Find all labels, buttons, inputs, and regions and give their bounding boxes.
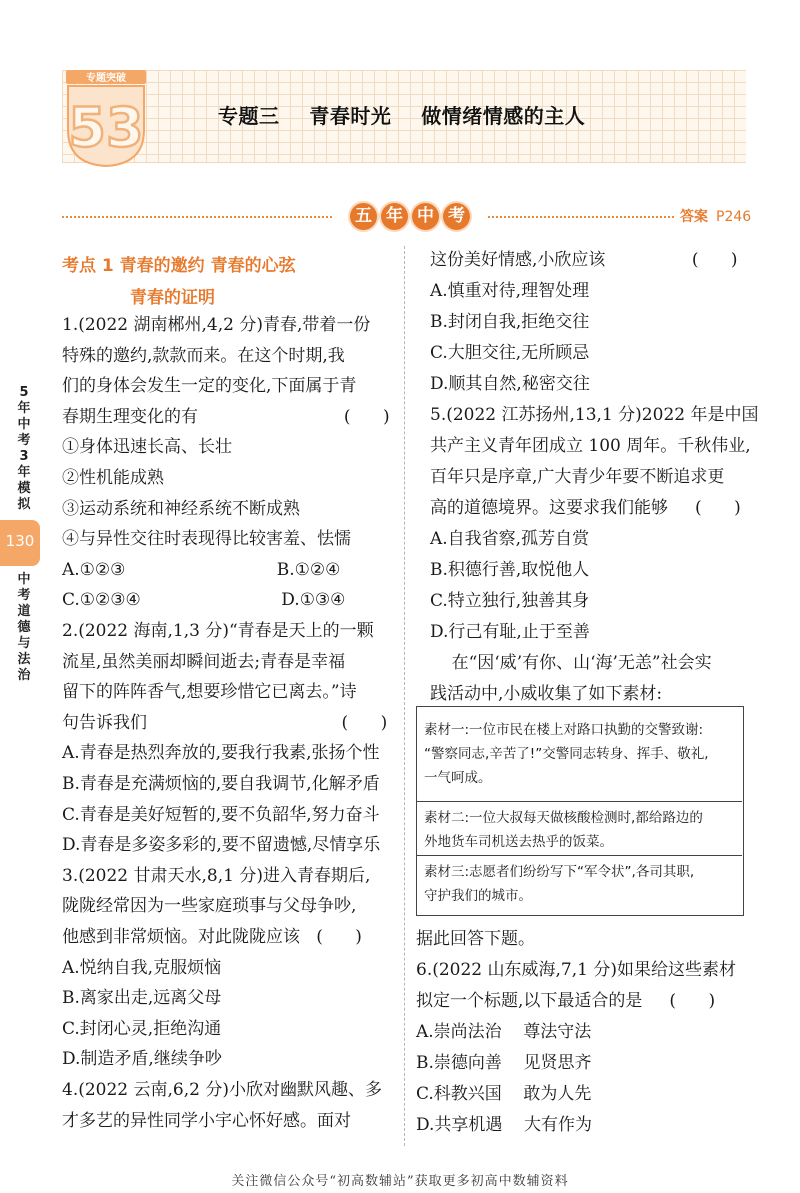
- text-line: B.离家出走,远离父母: [62, 988, 222, 1009]
- text-line: 践活动中,小威收集了如下素材:: [430, 684, 663, 704]
- text-line: B.崇德向善 见贤思齐: [416, 1053, 592, 1073]
- material-text: 守护我们的城市。: [424, 888, 532, 904]
- answer-ref: [680, 206, 751, 226]
- text-line: A.慎重对待,理智处理: [430, 281, 590, 301]
- text-line: ②性机能成熟: [62, 468, 164, 488]
- text-line: A.青春是热烈奔放的,要我行我素,张扬个性: [62, 743, 380, 764]
- material-separator: [416, 801, 742, 802]
- text-line: 流星,虽然美丽却瞬间逝去;青春是幸福: [62, 651, 346, 672]
- answer-page: P246: [716, 209, 752, 225]
- text-line: D.制造矛盾,继续争吵: [62, 1049, 222, 1070]
- side-subject: 中考道德与法治: [17, 572, 31, 683]
- question-line: 4.(2022 云南,6,2 分)小欣对幽默风趣、多: [62, 1080, 382, 1100]
- material-text: 外地货车司机送去热乎的饭菜。: [424, 834, 613, 850]
- text-line: ①身体迅速长高、长壮: [62, 437, 232, 458]
- text-line: 拟定一个标题,以下最适合的是 ( ): [416, 991, 716, 1011]
- material-text: 素材一:一位市民在楼上对路口执勤的交警致谢:: [424, 722, 704, 738]
- footer-note: 关注微信公众号“初高数辅站”获取更多初高中数辅资料: [231, 1174, 569, 1189]
- text-line: A.崇尚法治 尊法守法: [416, 1022, 592, 1042]
- text-line: 据此回答下题。: [416, 929, 535, 949]
- text-line: B.积德行善,取悦他人: [430, 560, 590, 580]
- text-line: D.顺其自然,秘密交往: [430, 374, 590, 394]
- material-text: “警察同志,辛苦了!”交警同志转身、挥手、敬礼,: [424, 746, 709, 762]
- text-line: 春期生理变化的有 ( ): [62, 406, 390, 427]
- question-line: 2.(2022 海南,1,3 分)“青春是天上的一颗: [62, 621, 374, 641]
- text-line: 百年只是序章,广大青少年要不断追求更: [430, 467, 725, 487]
- text-line: 陇陇经常因为一些家庭琐事与父母争吵,: [62, 896, 357, 917]
- text-line: 他感到非常烦恼。对此陇陇应该 ( ): [62, 927, 362, 947]
- chapter-title: 专题三 青春时光 做情绪情感的主人: [218, 104, 586, 128]
- section-title: [340, 203, 480, 233]
- section-char: 年: [381, 203, 408, 230]
- text-line: C.青春是美好短暂的,要不负韶华,努力奋斗: [62, 804, 380, 825]
- section-char: 五: [350, 203, 377, 230]
- material-text: 素材二:一位大叔每天做核酸检测时,都给路边的: [424, 810, 703, 826]
- text-line: 留下的阵阵香气,想要珍惜它已离去。”诗: [62, 682, 357, 703]
- text-line: D.共享机遇 大有作为: [416, 1115, 593, 1135]
- text-line: 特殊的邀约,款款而来。在这个时期,我: [62, 345, 345, 366]
- text-line: ③运动系统和神经系统不断成熟: [62, 498, 300, 519]
- material-text: 素材三:志愿者们纷纷写下“军令状”,各司其职,: [424, 864, 695, 880]
- question-line: 5.(2022 江苏扬州,13,1 分)2022 年是中国: [430, 405, 759, 425]
- text-line: 高的道德境界。这要求我们能够 ( ): [430, 498, 741, 518]
- text-line: B.青春是充满烦恼的,要自我调节,化解矛盾: [62, 774, 380, 794]
- side-book-title: 5年中考3年模拟: [17, 385, 31, 512]
- text-line: 们的身体会发生一定的变化,下面属于青: [62, 376, 357, 397]
- text-line: 共产主义青年团成立 100 周年。千秋伟业,: [430, 436, 751, 456]
- section-char: 考: [443, 203, 470, 230]
- text-line: A.悦纳自我,克服烦恼: [62, 957, 222, 978]
- material-separator: [416, 855, 742, 856]
- text-line: C.科教兴国 敢为人先: [416, 1084, 592, 1104]
- section-divider-right: [488, 216, 674, 218]
- text-line: C.封闭心灵,拒绝沟通: [62, 1018, 222, 1039]
- text-line: 在“因‘威’有你、山‘海’无恙”社会实: [430, 653, 712, 673]
- section-char: 中: [412, 203, 439, 230]
- text-line: D.行己有耻,止于至善: [430, 622, 590, 642]
- kaodian-heading-cont: 青春的证明: [130, 288, 215, 308]
- logo-number: 53: [68, 96, 144, 159]
- section-divider-left: [62, 216, 332, 218]
- page-number: 130: [5, 532, 35, 550]
- question-line: 1.(2022 湖南郴州,4,2 分)青春,带着一份: [62, 315, 371, 335]
- logo-badge-text: 专题突破: [86, 73, 126, 84]
- material-text: 一气呵成。: [424, 770, 492, 786]
- text-line: C.大胆交往,无所顾忌: [430, 343, 590, 363]
- text-line: D.青春是多姿多彩的,要不留遗憾,尽情享乐: [62, 835, 381, 856]
- text-line: 句告诉我们 ( ): [62, 712, 388, 733]
- text-line: 这份美好情感,小欣应该 ( ): [430, 250, 738, 270]
- answer-label: 答案: [680, 209, 708, 225]
- logo-53-icon: [62, 68, 150, 168]
- text-line: A.①②③ B.①②④: [62, 559, 341, 580]
- text-line: B.封闭自我,拒绝交往: [430, 312, 590, 332]
- text-line: A.自我省察,孤芳自赏: [430, 529, 590, 549]
- column-divider: [404, 246, 405, 1146]
- text-line: 才多艺的异性同学小宇心怀好感。面对: [62, 1110, 351, 1131]
- text-line: C.①②③④ D.①③④: [62, 590, 346, 611]
- text-line: C.特立独行,独善其身: [430, 591, 590, 611]
- question-line: 6.(2022 山东威海,7,1 分)如果给这些素材: [416, 960, 736, 980]
- question-line: 3.(2022 甘肃天水,8,1 分)进入青春期后,: [62, 865, 371, 886]
- kaodian-heading: 考点 1 青春的邀约 青春的心弦: [62, 256, 296, 276]
- text-line: ④与异性交往时表现得比较害羞、怯懦: [62, 529, 351, 550]
